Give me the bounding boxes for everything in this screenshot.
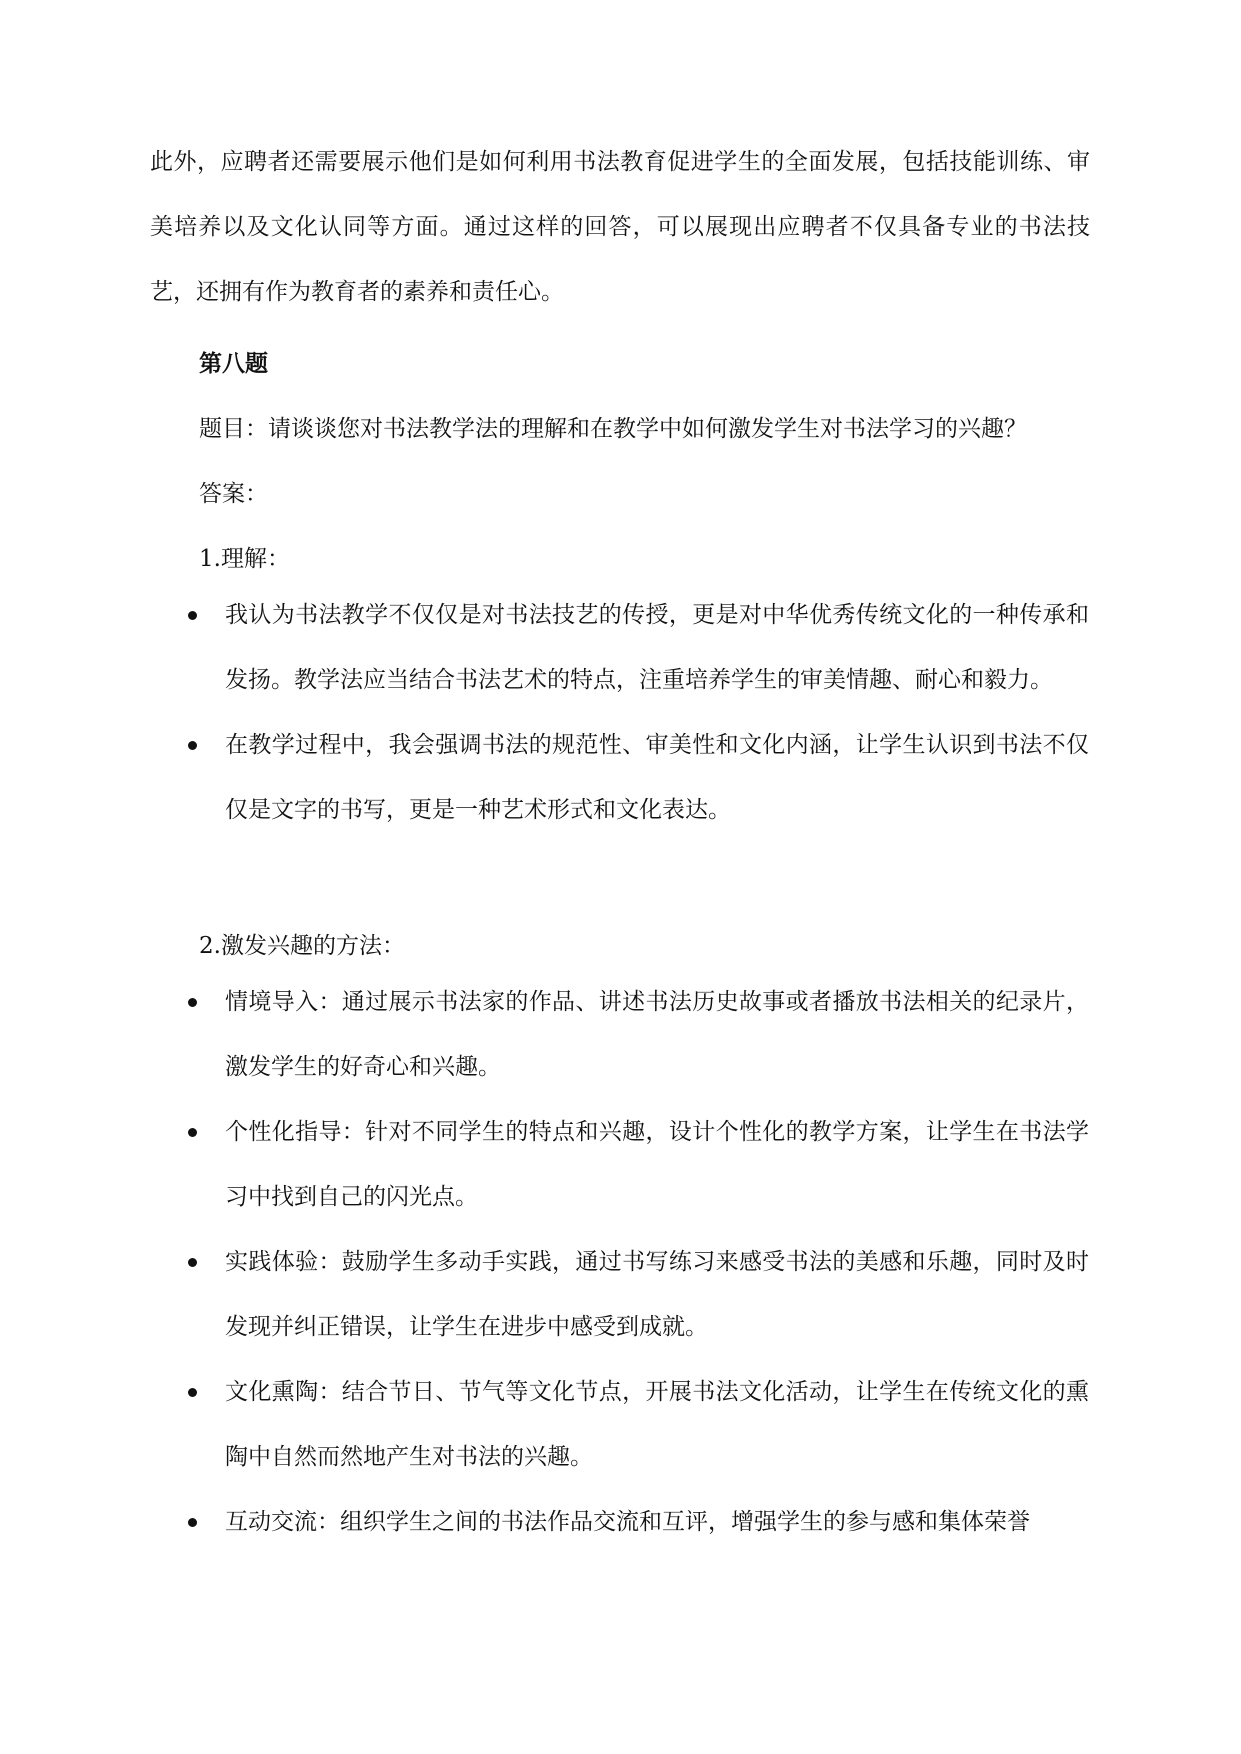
list-item-text: 互动交流：组织学生之间的书法作品交流和互评，增强学生的参与感和集体荣誉 [225, 1509, 1030, 1535]
list-item [0, 713, 1089, 843]
bullet-icon [188, 611, 197, 620]
list-item [0, 1100, 1089, 1230]
bullet-icon [188, 1128, 197, 1137]
intro-paragraph: 此外，应聘者还需要展示他们是如何利用书法教育促进学生的全面发展，包括技能训练、审美培养以及文化认同等方面。通过这样的回答，可以展现出应聘者不仅具备专业的书法技艺，还拥有作为教育者的素养和责任心。 [150, 149, 1090, 305]
bullet-icon [188, 998, 197, 1007]
list-item [0, 1230, 1089, 1360]
question-text: 题目：请谈谈您对书法教学法的理解和在教学中如何激发学生对书法学习的兴趣？ [199, 416, 1027, 442]
list-item-text: 个性化指导：针对不同学生的特点和兴趣，设计个性化的教学方案，让学生在书法学习中找到自己的闪光点。 [225, 1119, 1089, 1210]
list-item-text: 文化熏陶：结合节日、节气等文化节点，开展书法文化活动，让学生在传统文化的熏陶中自然而然地产生对书法的兴趣。 [225, 1379, 1089, 1470]
part1-label: 1.理解： [199, 546, 290, 572]
list-item-text: 实践体验：鼓励学生多动手实践，通过书写练习来感受书法的美感和乐趣，同时及时发现并纠正错误，让学生在进步中感受到成就。 [225, 1249, 1089, 1340]
list-item-text: 我认为书法教学不仅仅是对书法技艺的传授，更是对中华优秀传统文化的一种传承和发扬。教学法应当结合书法艺术的特点，注重培养学生的审美情趣、耐心和毅力。 [225, 602, 1089, 693]
list-item [0, 1490, 1089, 1555]
list-item [0, 970, 1089, 1100]
bullet-icon [188, 1518, 197, 1527]
list-item-text: 情境导入：通过展示书法家的作品、讲述书法历史故事或者播放书法相关的纪录片，激发学生的好奇心和兴趣。 [225, 989, 1089, 1080]
part1-bullet-list [0, 583, 1241, 843]
part2-label: 2.激发兴趣的方法： [199, 933, 405, 959]
answer-label: 答案： [199, 481, 268, 507]
part2-bullet-list [0, 970, 1241, 1555]
bullet-icon [188, 1258, 197, 1267]
list-item [0, 1360, 1089, 1490]
list-item-text: 在教学过程中，我会强调书法的规范性、审美性和文化内涵，让学生认识到书法不仅仅是文字的书写，更是一种艺术形式和文化表达。 [225, 732, 1089, 823]
section-heading: 第八题 [199, 350, 268, 377]
list-item [0, 583, 1089, 713]
bullet-icon [188, 1388, 197, 1397]
bullet-icon [188, 741, 197, 750]
